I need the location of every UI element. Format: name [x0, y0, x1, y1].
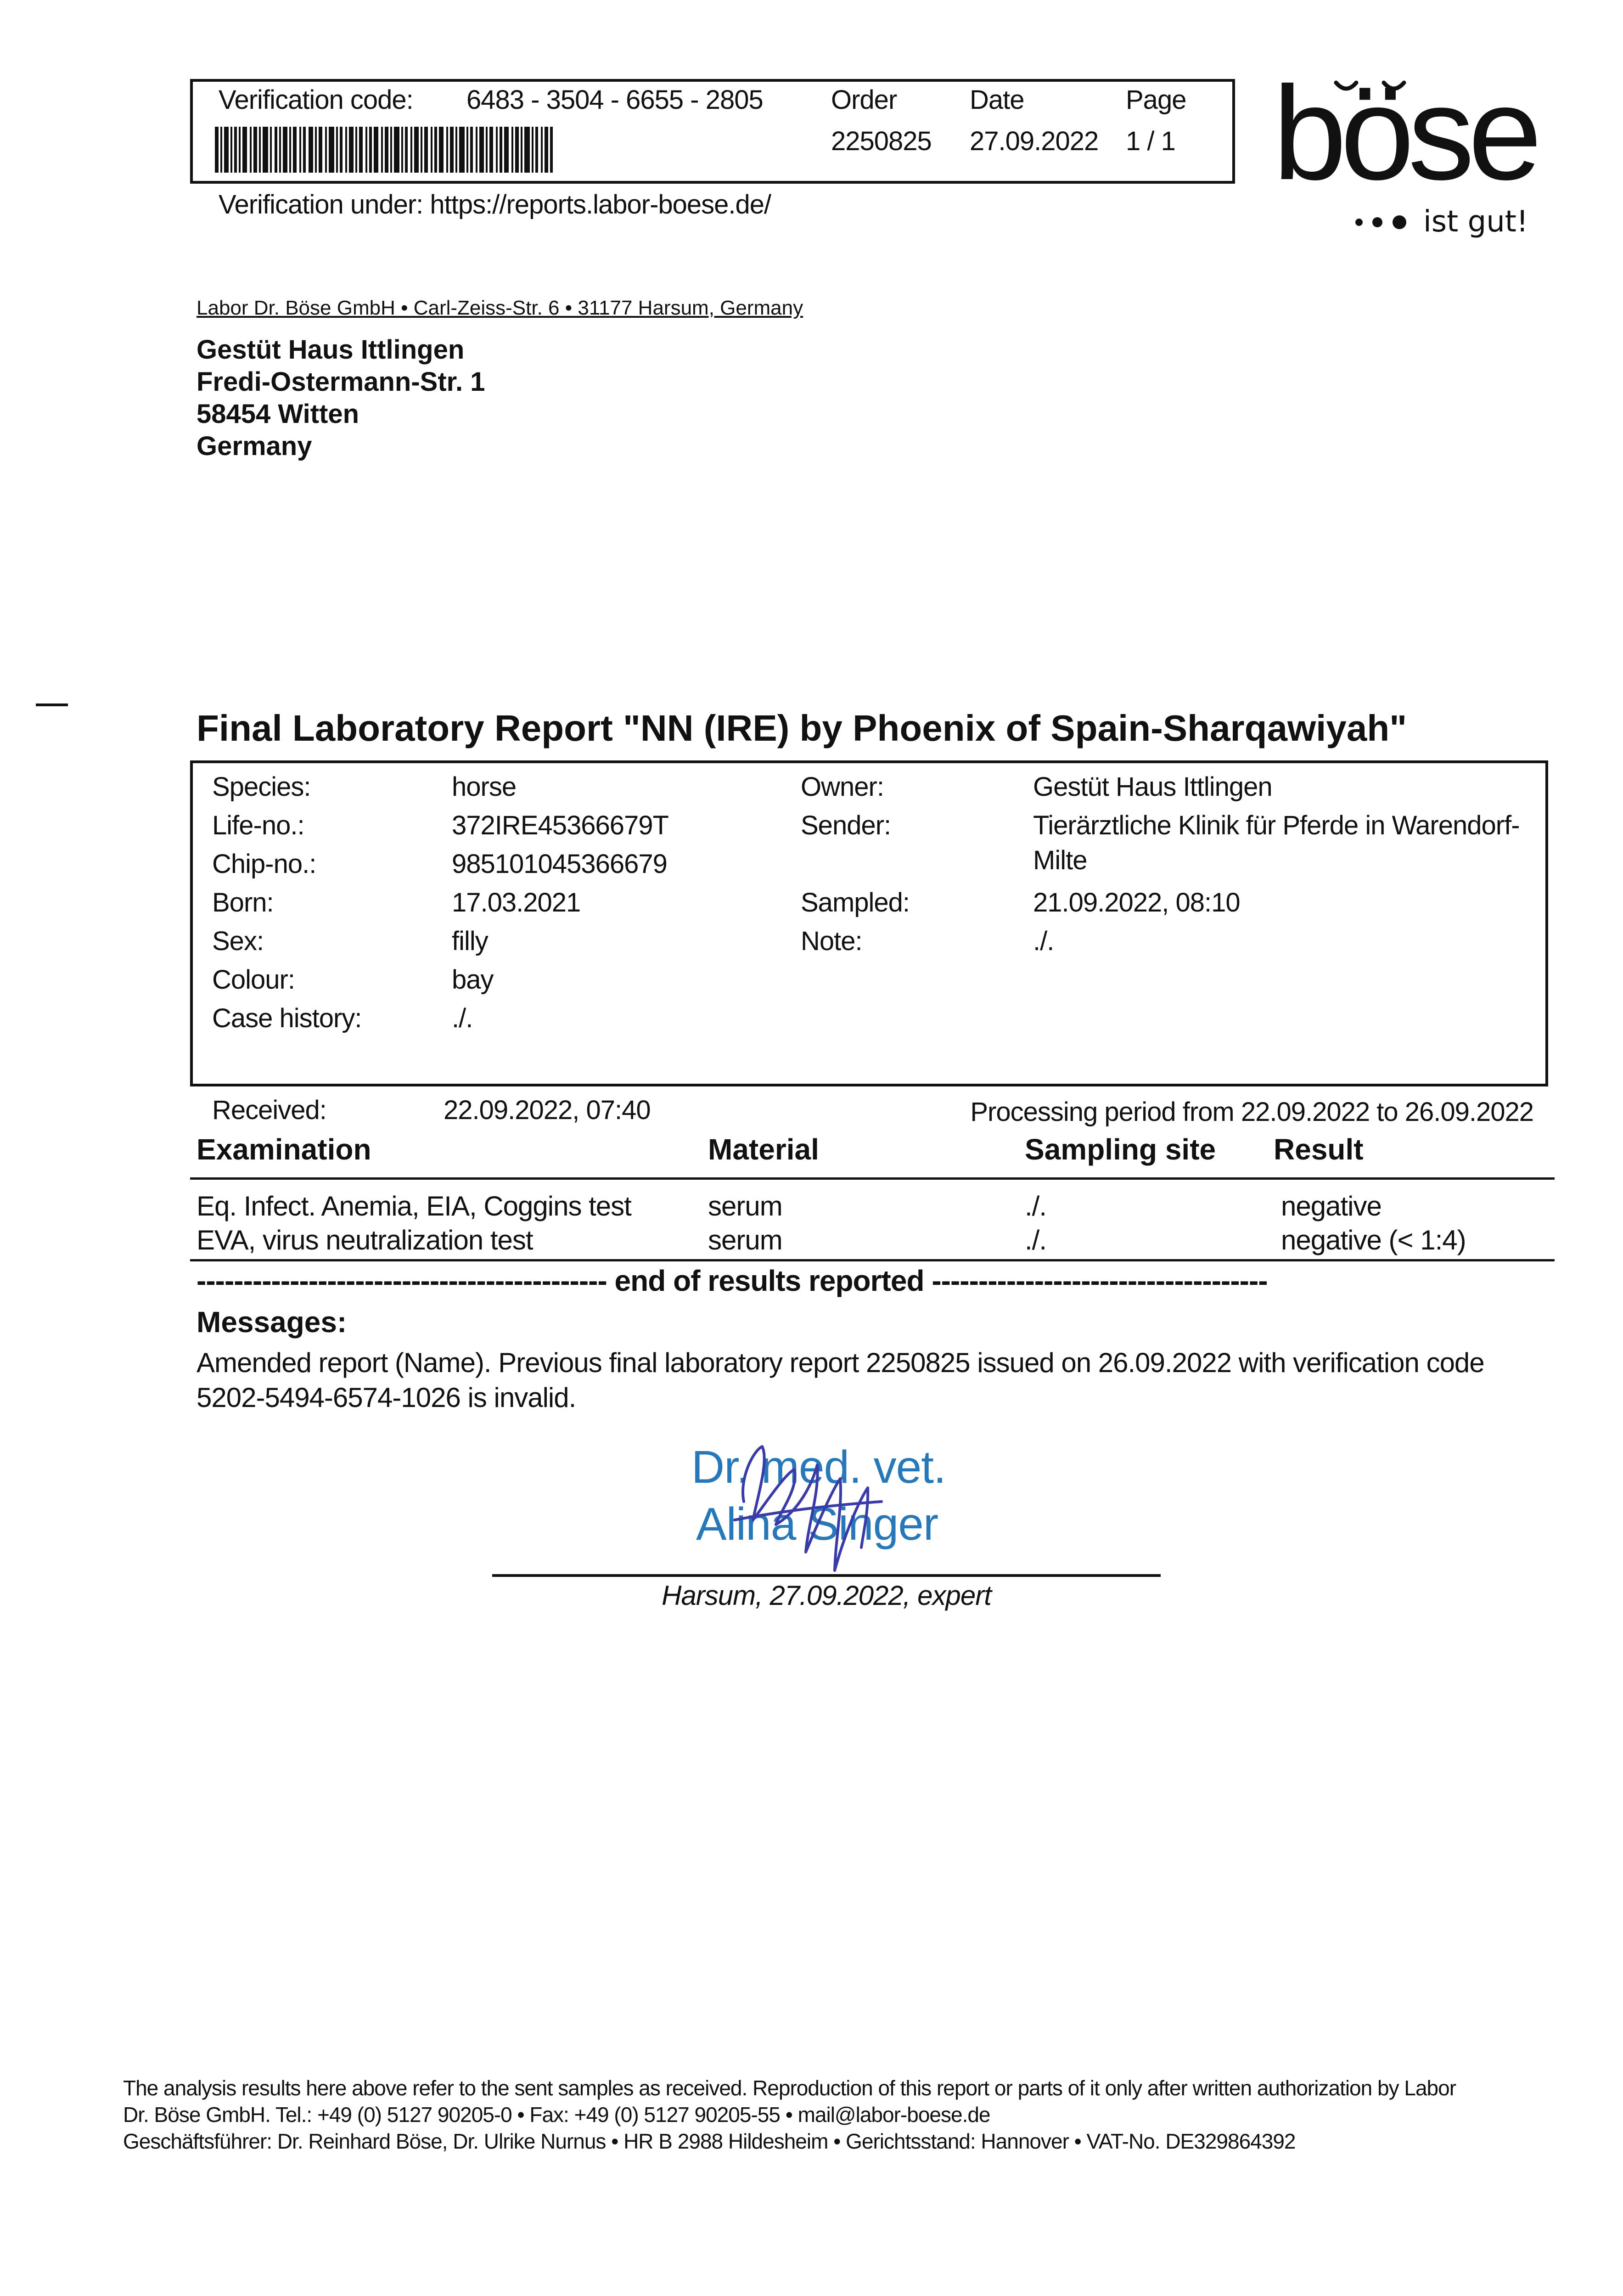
date-label: Date: [970, 85, 1024, 115]
row-result: negative (< 1:4): [1281, 1225, 1466, 1255]
stamp-title: Dr. med. vet.: [691, 1441, 946, 1493]
boese-logo: [1272, 73, 1538, 238]
return-address: Labor Dr. Böse GmbH • Carl-Zeiss-Str. 6 • 31177 Harsum, Germany: [197, 297, 803, 319]
messages-heading: Messages:: [197, 1306, 347, 1339]
report-title: Final Laboratory Report "NN (IRE) by Phoenix of Spain-Sharqawiyah": [197, 708, 1407, 748]
note-value: ./.: [1033, 926, 1054, 956]
logo-dot-small-icon: [1355, 219, 1363, 226]
column-header-material: Material: [708, 1133, 819, 1166]
row-result: negative: [1281, 1191, 1382, 1221]
owner-label: Owner:: [801, 772, 884, 802]
note-label: Note:: [801, 926, 862, 956]
footer-disclaimer: The analysis results here above refer to the sent samples as received. Reproduction of this report or parts of it only after written authorization by Labor: [123, 2076, 1456, 2100]
received-value: 22.09.2022, 07:40: [444, 1095, 651, 1125]
born-label: Born:: [212, 888, 274, 917]
order-number: 2250825: [831, 126, 932, 156]
report-date: 27.09.2022: [970, 126, 1099, 156]
fold-mark: [36, 703, 68, 706]
footer-contact: Dr. Böse GmbH. Tel.: +49 (0) 5127 90205-0 • Fax: +49 (0) 5127 90205-55 • mail@labor-boese.de: [123, 2103, 990, 2127]
row-material: serum: [708, 1225, 782, 1255]
signature-line: [492, 1574, 1161, 1577]
chip-number-label: Chip-no.:: [212, 849, 316, 879]
recipient-street: Fredi-Ostermann-Str. 1: [197, 367, 485, 397]
verification-label: Verification code:: [219, 85, 413, 115]
chip-number-value: 985101045366679: [452, 849, 667, 879]
sender-label: Sender:: [801, 810, 891, 840]
born-value: 17.03.2021: [452, 888, 581, 917]
species-label: Species:: [212, 772, 311, 802]
verification-url: Verification under: https://reports.labor-boese.de/: [219, 190, 771, 219]
signature-caption: Harsum, 27.09.2022, expert: [662, 1580, 991, 1611]
recipient-country: Germany: [197, 431, 312, 461]
order-label: Order: [831, 85, 897, 115]
column-header-sampling-site: Sampling site: [1025, 1133, 1216, 1166]
row-examination: EVA, virus neutralization test: [197, 1225, 533, 1255]
sender-value-line2: Milte: [1033, 845, 1087, 875]
row-sampling-site: ./.: [1025, 1191, 1047, 1221]
handwritten-signature: [725, 1433, 895, 1580]
sex-label: Sex:: [212, 926, 264, 956]
row-examination: Eq. Infect. Anemia, EIA, Coggins test: [197, 1191, 631, 1221]
row-sampling-site: ./.: [1025, 1225, 1047, 1255]
verification-code: 6483 - 3504 - 6655 - 2805: [466, 85, 763, 115]
logo-dot-large-icon: [1393, 215, 1406, 229]
recipient-name: Gestüt Haus Ittlingen: [197, 335, 465, 365]
row-material: serum: [708, 1191, 782, 1221]
received-label: Received:: [212, 1095, 326, 1125]
table-header-rule: [190, 1177, 1555, 1180]
recipient-city: 58454 Witten: [197, 399, 359, 429]
page-label: Page: [1126, 85, 1186, 115]
logo-tagline: ist gut!: [1423, 205, 1528, 238]
life-number-label: Life-no.:: [212, 810, 304, 840]
case-history-label: Case history:: [212, 1003, 362, 1033]
sampled-value: 21.09.2022, 08:10: [1033, 888, 1240, 917]
processing-period: Processing period from 22.09.2022 to 26.09.2022: [970, 1097, 1533, 1127]
sender-value-line1: Tierärztliche Klinik für Pferde in Warendorf-: [1033, 810, 1520, 840]
owner-value: Gestüt Haus Ittlingen: [1033, 772, 1272, 802]
logo-wordmark: böse: [1273, 73, 1536, 208]
animal-info-box: [190, 760, 1548, 1086]
sex-value: filly: [452, 926, 488, 956]
messages-text: Amended report (Name). Previous final laboratory report 2250825 issued on 26.09.2022 with verification code 5202-5494-6574-1026 is invalid.: [197, 1347, 1484, 1413]
table-bottom-rule: [190, 1259, 1555, 1261]
column-header-examination: Examination: [197, 1133, 371, 1166]
footer-legal: Geschäftsführer: Dr. Reinhard Böse, Dr. Ulrike Nurnus • HR B 2988 Hildesheim • Gerichtsstand: Hannover • VAT-No. DE329864392: [123, 2129, 1296, 2153]
end-of-results-line: -------------------------------------------- end of results reported ------------------------------------: [197, 1264, 1268, 1297]
barcode-image: [215, 127, 553, 173]
column-header-result: Result: [1274, 1133, 1364, 1166]
sampled-label: Sampled:: [801, 888, 910, 917]
stamp-name: Alina Singer: [696, 1498, 938, 1550]
page-number: 1 / 1: [1126, 126, 1175, 156]
species-value: horse: [452, 772, 517, 802]
life-number-value: 372IRE45366679T: [452, 810, 668, 840]
colour-label: Colour:: [212, 965, 295, 995]
logo-dot-medium-icon: [1372, 217, 1382, 227]
colour-value: bay: [452, 965, 494, 995]
case-history-value: ./.: [452, 1003, 473, 1033]
